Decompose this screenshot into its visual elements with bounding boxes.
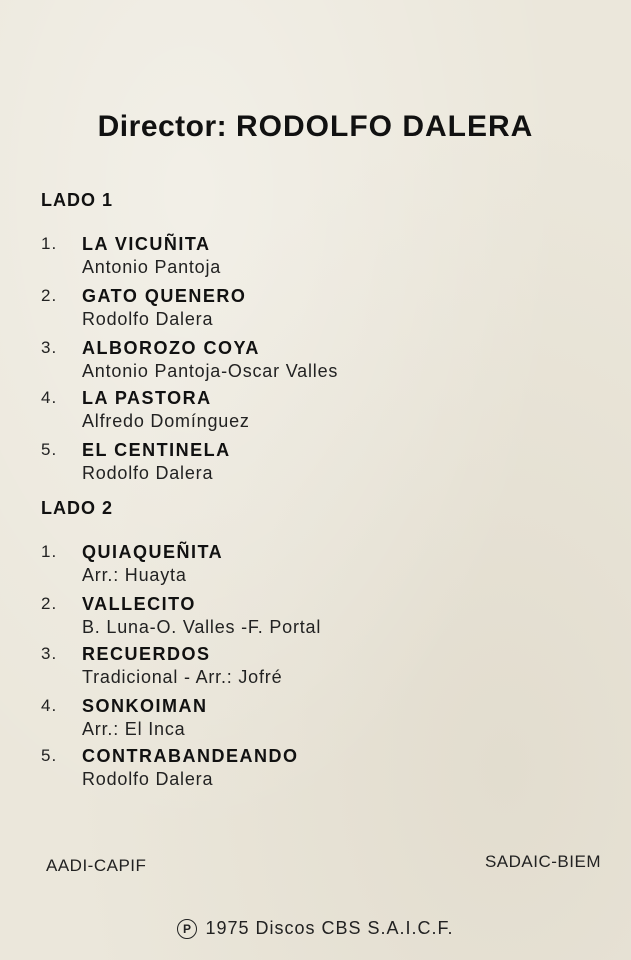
track-number: 5. (41, 440, 58, 459)
track-title: LA PASTORA (82, 388, 212, 408)
rights-society-right: SADAIC-BIEM (484, 852, 601, 871)
director-heading (0, 110, 631, 144)
track-credit: Antonio Pantoja-Oscar Valles (82, 361, 339, 381)
track-credit: Arr.: El Inca (82, 719, 186, 739)
copyright-text: 1975 Discos CBS S.A.I.C.F. (205, 918, 454, 938)
director-label: Director: (97, 110, 228, 143)
track-number: 4. (41, 388, 58, 407)
track-number: 1. (41, 234, 58, 253)
rights-society-left: AADI-CAPIF (46, 856, 147, 875)
director-name: RODOLFO DALERA (236, 110, 534, 143)
track-credit: Antonio Pantoja (82, 257, 222, 277)
track-number: 1. (41, 542, 58, 561)
track-credit: B. Luna-O. Valles -F. Portal (82, 617, 322, 637)
side-1-heading: LADO 1 (41, 190, 114, 210)
side-2-heading: LADO 2 (41, 498, 114, 518)
track-number: 2. (41, 286, 58, 305)
track-title: CONTRABANDEANDO (82, 746, 299, 766)
phonogram-copyright (0, 918, 631, 939)
track-title: EL CENTINELA (82, 440, 231, 460)
track-credit: Rodolfo Dalera (82, 463, 214, 483)
track-title: VALLECITO (82, 594, 196, 614)
track-title: QUIAQUEÑITA (82, 542, 224, 562)
track-number: 3. (41, 338, 58, 357)
track-title: ALBOROZO COYA (82, 338, 260, 358)
phonogram-p-icon: P (177, 919, 197, 939)
track-credit: Tradicional - Arr.: Jofré (82, 667, 283, 687)
track-title: LA VICUÑITA (82, 234, 211, 254)
track-number: 2. (41, 594, 58, 613)
track-number: 3. (41, 644, 58, 663)
track-title: GATO QUENERO (82, 286, 247, 306)
track-credit: Rodolfo Dalera (82, 769, 214, 789)
track-credit: Arr.: Huayta (82, 565, 187, 585)
track-credit: Alfredo Domínguez (82, 411, 250, 431)
track-credit: Rodolfo Dalera (82, 309, 214, 329)
track-number: 5. (41, 746, 58, 765)
track-title: SONKOIMAN (82, 696, 208, 716)
track-title: RECUERDOS (82, 644, 211, 664)
track-number: 4. (41, 696, 58, 715)
